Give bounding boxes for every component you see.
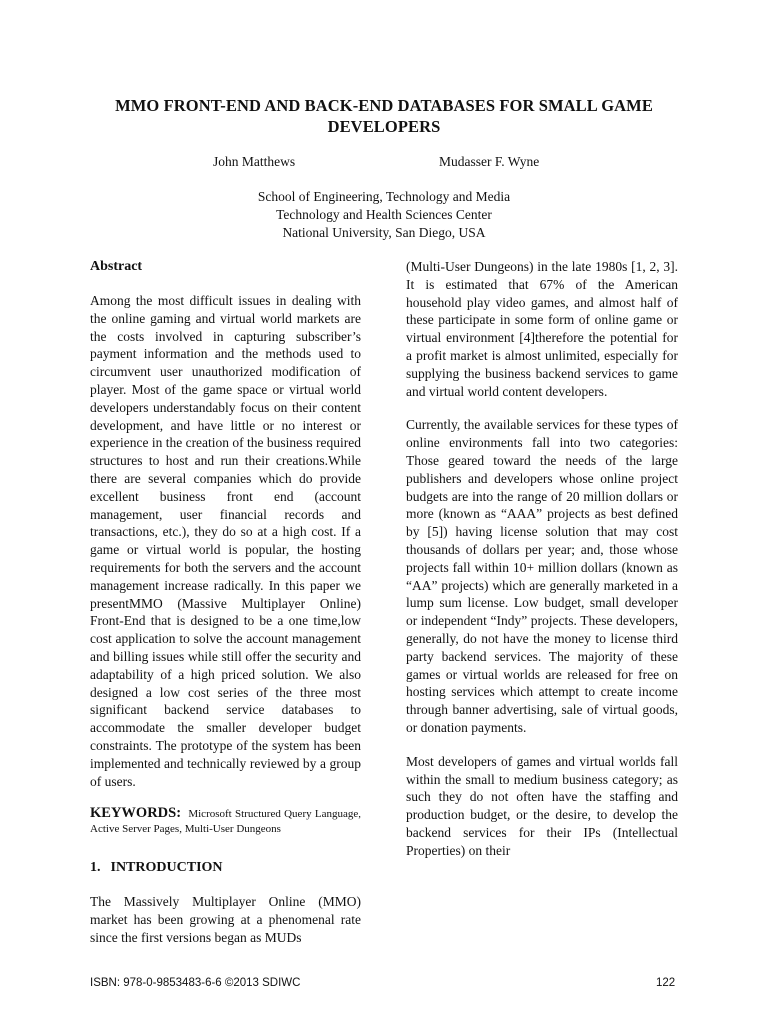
affiliation-line: School of Engineering, Technology and Media [257,189,511,204]
introduction-text: The Massively Multiplayer Online (MMO) market has been growing at a phenomenal rate since the first versions began as MUDs [90,894,361,945]
affiliation-line: Technology and Health Sciences Center [276,207,492,222]
page-number: 122 [656,977,676,989]
keywords-block [90,806,361,837]
section-title: INTRODUCTION [110,860,223,876]
body-paragraph: Most developers of games and virtual worlds fall within the small to medium business category; as such they do not often have the staffing and production budget, or the desire, to develop the backend services for their IPs (Intellectual Properties) on their [406,753,678,858]
abstract-heading: Abstract [90,259,143,274]
section-number: 1. [90,860,101,876]
affiliation-line: National University, San Diego, USA [282,225,486,240]
author-name: John Matthews [213,154,296,169]
body-paragraph: (Multi-User Dungeons) in the late 1980s [1, 2, 3]. It is estimated that 67% of the American household play video games, and almost half of these participate in some form of online game or virtual environment [4]therefore the potential for a profit market is almost unlimited, especially for supplying the business backend services to game and virtual world content developers. [406,259,678,399]
body-paragraph: Currently, the available services for these types of online environments fall into two categories: Those geared toward the needs of the large publishers and developers whose online project budgets are into the range of 20 million dollars or more (known as “AAA” projects as best defined by [5]) having license solution that may cost thousands of dollars per year; and, those whose projects fall within 10+ million dollars (known as “AA” projects) which are generally marketed in a lump sum license. Low budget, small developer or independent “Indy” projects. These developers, generally, do not have the money to license third party backend services. The majority of these games or virtual worlds are released for free on hosting services which attempt to create income through banner advertising, sale of virtual goods, or donation payments. [406,417,678,735]
affiliation-block [180,188,588,242]
author-name: Mudasser F. Wyne [439,154,540,169]
left-column [90,258,361,963]
abstract-text: Among the most difficult issues in dealing with the online gaming and virtual world markets are the costs involved in capturing subscriber’s payment information and the methods used to circumvent user unauthorized modification of player. Most of the game space or virtual world developers understandably focus on their content development, and have little or no interest or experience in the creation of the business required structures to host and run their creations.While there are several companies which do provide excellent business front end (account management, user financial records and transactions, etc.), they do so at a high cost. If a game or virtual world is popular, the hosting requirements for both the servers and the account management increase radically. In this paper we presentMMO (Massive Multiplayer Online) Front-End that is designed to be a one time,low cost application to solve the account management and billing issues while still offer the security and adaptability of a high priced solution. We also designed a low cost series of the three most significant backend service databases to accommodate the smaller developer budget constraints. The prototype of the system has been implemented and technically reviewed by a group of users. [90,293,362,789]
keywords-label: KEYWORDS: [90,805,182,822]
section-heading-introduction [90,859,361,877]
keywords-text: Microsoft Structured Query Language, Active Server Pages, Multi-User Dungeons [90,808,362,836]
right-column [406,258,678,876]
paper-title: MMO FRONT-END AND BACK-END DATABASES FOR SMALL GAME DEVELOPERS [115,96,653,136]
isbn-footer: ISBN: 978-0-9853483-6-6 ©2013 SDIWC [90,977,301,989]
